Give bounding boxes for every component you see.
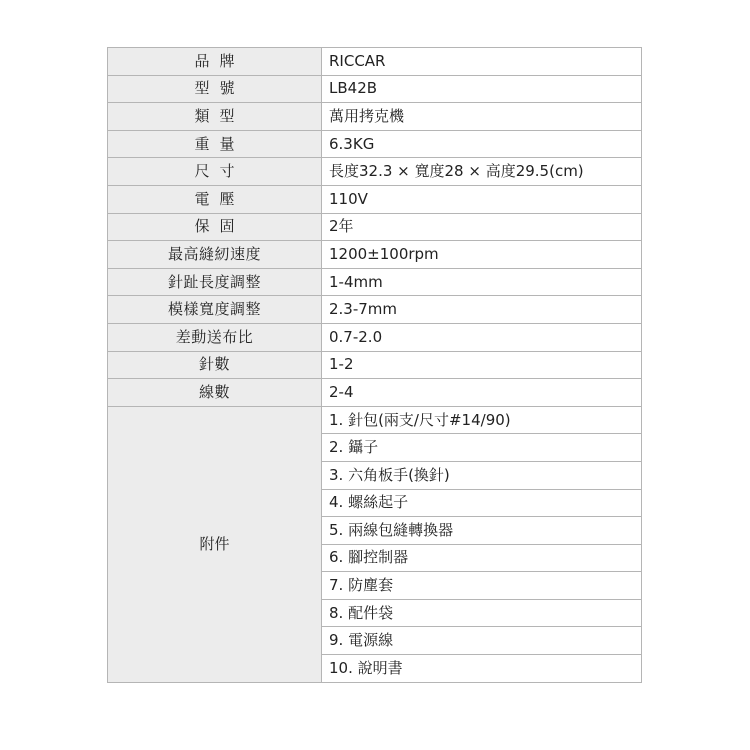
spec-value: 1-2	[322, 351, 642, 379]
accessory-item: 2. 鑷子	[322, 434, 642, 462]
spec-value: RICCAR	[322, 48, 642, 76]
spec-label: 線數	[108, 379, 322, 407]
spec-value: LB42B	[322, 75, 642, 103]
spec-row	[108, 158, 642, 186]
accessory-item: 9. 電源線	[322, 627, 642, 655]
spec-row	[108, 296, 642, 324]
spec-label: 差動送布比	[108, 323, 322, 351]
spec-label: 電壓	[108, 185, 322, 213]
spec-label: 品牌	[108, 48, 322, 76]
spec-row	[108, 103, 642, 131]
accessory-item: 1. 針包(兩支/尺寸#14/90)	[322, 406, 642, 434]
spec-row	[108, 48, 642, 76]
spec-value: 2.3-7mm	[322, 296, 642, 324]
spec-row	[108, 75, 642, 103]
spec-value: 1200±100rpm	[322, 241, 642, 269]
spec-row	[108, 241, 642, 269]
spec-value: 萬用拷克機	[322, 103, 642, 131]
spec-value: 長度32.3 × 寬度28 × 高度29.5(cm)	[322, 158, 642, 186]
spec-label: 尺寸	[108, 158, 322, 186]
accessories-label: 附件	[108, 406, 322, 682]
spec-value: 110V	[322, 185, 642, 213]
spec-label: 重量	[108, 130, 322, 158]
accessory-item: 7. 防塵套	[322, 572, 642, 600]
spec-row	[108, 323, 642, 351]
spec-row	[108, 268, 642, 296]
spec-row	[108, 351, 642, 379]
spec-label: 保固	[108, 213, 322, 241]
spec-label: 針數	[108, 351, 322, 379]
spec-table-body	[108, 48, 642, 683]
accessory-item: 8. 配件袋	[322, 599, 642, 627]
spec-value: 1-4mm	[322, 268, 642, 296]
spec-row	[108, 379, 642, 407]
spec-label: 型號	[108, 75, 322, 103]
accessory-item: 4. 螺絲起子	[322, 489, 642, 517]
spec-row	[108, 185, 642, 213]
spec-value: 0.7-2.0	[322, 323, 642, 351]
accessory-row	[108, 406, 642, 434]
spec-value: 2-4	[322, 379, 642, 407]
accessory-item: 5. 兩線包縫轉換器	[322, 517, 642, 545]
spec-label: 最高縫紉速度	[108, 241, 322, 269]
spec-label: 針趾長度調整	[108, 268, 322, 296]
accessory-item: 10. 說明書	[322, 655, 642, 683]
spec-value: 6.3KG	[322, 130, 642, 158]
spec-row	[108, 213, 642, 241]
spec-row	[108, 130, 642, 158]
spec-value: 2年	[322, 213, 642, 241]
spec-table	[107, 47, 642, 683]
spec-label: 類型	[108, 103, 322, 131]
spec-label: 模樣寬度調整	[108, 296, 322, 324]
accessory-item: 6. 腳控制器	[322, 544, 642, 572]
accessory-item: 3. 六角板手(換針)	[322, 461, 642, 489]
